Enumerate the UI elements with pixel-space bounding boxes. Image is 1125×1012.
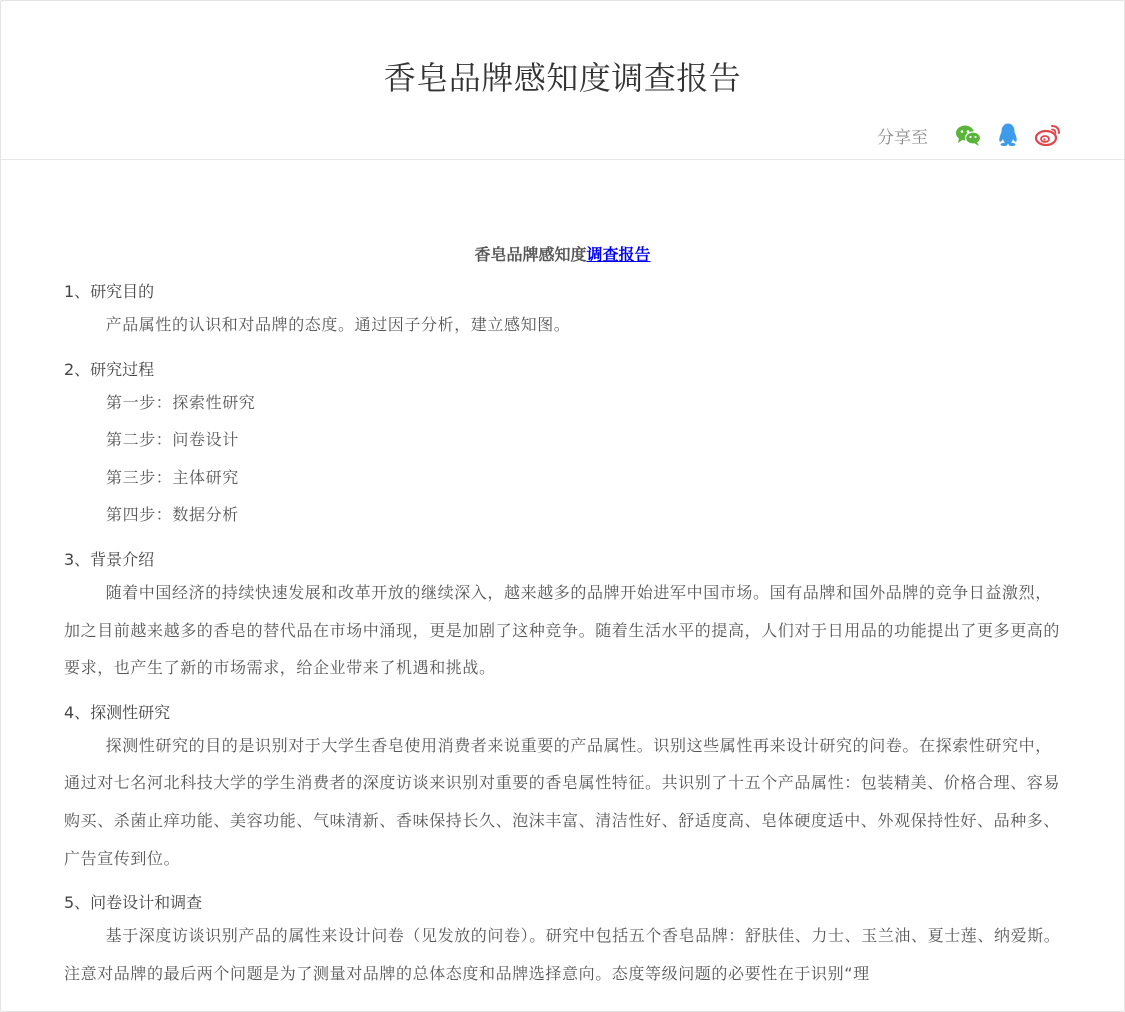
step-item: 第四步：数据分析 [106, 505, 239, 525]
share-bar [877, 121, 1062, 149]
section-heading: 1、研究目的 [64, 282, 155, 301]
step-item: 第一步：探索性研究 [106, 392, 256, 412]
article-body [1, 244, 1124, 992]
weibo-icon[interactable] [1034, 121, 1062, 149]
document-title [64, 244, 1061, 266]
step-item: 第三步：主体研究 [106, 467, 239, 487]
step-item: 第二步：问卷设计 [106, 430, 239, 450]
article-header [1, 1, 1124, 160]
section-heading: 5、问卷设计和调查 [64, 893, 203, 913]
section-heading: 3、背景介绍 [64, 549, 155, 569]
page-title: 香皂品牌感知度调查报告 [383, 59, 742, 97]
paragraph: 探测性研究的目的是识别对于大学生香皂使用消费者来说重要的产品属性。识别这些属性再来设计研究的问卷。在探索性研究中，通过对七名河北科技大学的学生消费者的深度访谈来识别对重要的香皂属性特征。共识别了十五个产品属性：包装精美、价格合理、容易购买、杀菌止痒功能、美容功能、气味清新、香味保持长久、泡沫丰富、清洁性好、舒适度高、皂体硬度适中、外观保持性好、品种多、广告宣传到位。 [64, 735, 1061, 868]
wechat-icon[interactable] [954, 121, 982, 149]
qq-icon[interactable] [994, 121, 1022, 149]
section-heading: 4、探测性研究 [64, 702, 171, 722]
paragraph: 随着中国经济的持续快速发展和改革开放的继续深入，越来越多的品牌开始进军中国市场。国有品牌和国外品牌的竞争日益激烈，加之目前越来越多的香皂的替代品在市场中涌现，更是加剧了这种竞争。随着生活水平的提高，人们对于日用品的功能提出了更多更高的要求，也产生了新的市场需求，给企业带来了机遇和挑战。 [64, 582, 1061, 678]
paragraph: 基于深度访谈识别产品的属性来设计问卷（见发放的问卷）。研究中包括五个香皂品牌：舒肤佳、力士、玉兰油、夏士莲、纳爱斯。注意对品牌的最后两个问题是为了测量对品牌的总体态度和品牌选择意向。态度等级问题的必要性在于识别“理 [64, 926, 1061, 983]
section-heading: 2、研究过程 [64, 359, 155, 379]
report-link[interactable]: 调查报告 [586, 245, 651, 264]
share-label: 分享至 [877, 127, 928, 148]
document-title-text: 香皂品牌感知度 [474, 245, 587, 264]
paragraph: 产品属性的认识和对品牌的态度。通过因子分析，建立感知图。 [105, 315, 571, 334]
